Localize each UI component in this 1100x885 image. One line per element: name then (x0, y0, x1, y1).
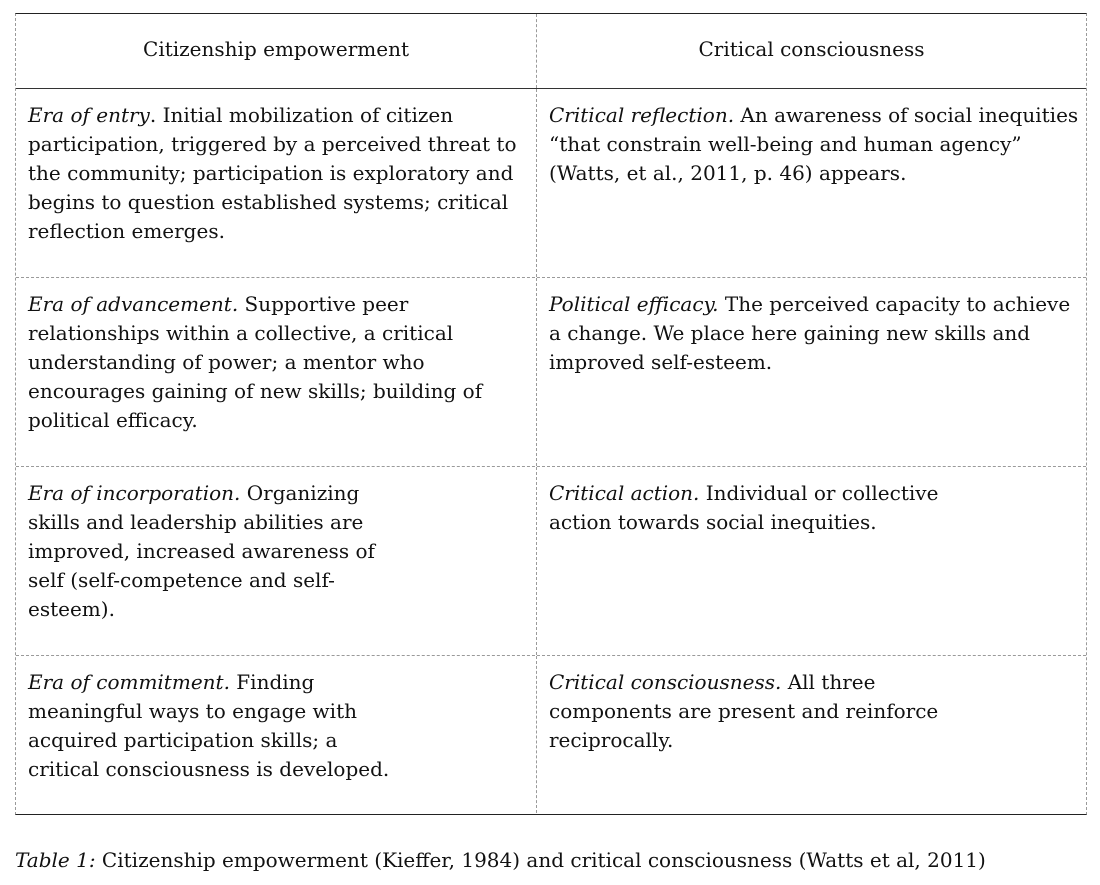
header-critical-consciousness: Critical consciousness (698, 37, 925, 61)
table-row (16, 656, 1086, 813)
table-cell-political-efficacy (537, 278, 1086, 466)
table-cell-era-of-entry (16, 89, 537, 277)
cell-text: An awareness of social inequities “that constrain well-being and human agency” (Watts, et al., 2011, p. 46) appears. (549, 103, 1079, 185)
table-row (16, 467, 1086, 656)
cell-text: . Initial mobilization of citizen participation, triggered by a perceived threat to the community; participation is exploratory and begins to question established systems; critical reflection emerges. (28, 103, 517, 243)
cell-term: Political efficacy. (549, 292, 719, 316)
table-cell-critical-consciousness (537, 656, 1086, 813)
cell-text: Supportive peer relationships within a collective, a critical understanding of power; a mentor who encourages gaining of new skills; building of political efficacy. (28, 292, 483, 432)
cell-term: Era of advancement. (28, 292, 239, 316)
cell-term: Era of entry (28, 103, 150, 127)
cell-text: All three components are present and reinforce reciprocally. (549, 670, 939, 752)
cell-term: Critical reflection. (549, 103, 735, 127)
table-caption (15, 848, 986, 872)
caption-text: Citizenship empowerment (Kieffer, 1984) and critical consciousness (Watts et al, 2011) (95, 848, 986, 872)
table-header-row (16, 14, 1086, 89)
table-row (16, 278, 1086, 467)
cell-term: Era of incorporation. (28, 481, 241, 505)
table-cell-era-of-advancement (16, 278, 537, 466)
cell-term: Critical consciousness. (549, 670, 782, 694)
table-cell-era-of-incorporation (16, 467, 537, 655)
table-row (16, 89, 1086, 278)
cell-text: The perceived capacity to achieve a change. We place here gaining new skills and improved self-esteem. (549, 292, 1071, 374)
caption-label: Table 1: (15, 848, 96, 872)
table-cell-critical-action (537, 467, 1086, 655)
header-citizenship-empowerment: Citizenship empowerment (16, 14, 537, 88)
cell-text: Organizing skills and leadership abilities are improved, increased awareness of self (self-competence and self- esteem). (28, 481, 375, 621)
cell-term: Era of commitment. (28, 670, 230, 694)
cell-text: Finding meaningful ways to engage with acquired participation skills; a critical consciousness is developed. (28, 670, 390, 781)
cell-text: Individual or collective action towards social inequities. (549, 481, 939, 534)
cell-term: Critical action. (549, 481, 700, 505)
table-cell-era-of-commitment (16, 656, 537, 813)
comparison-table (15, 13, 1087, 815)
table-cell-critical-reflection (537, 89, 1086, 277)
